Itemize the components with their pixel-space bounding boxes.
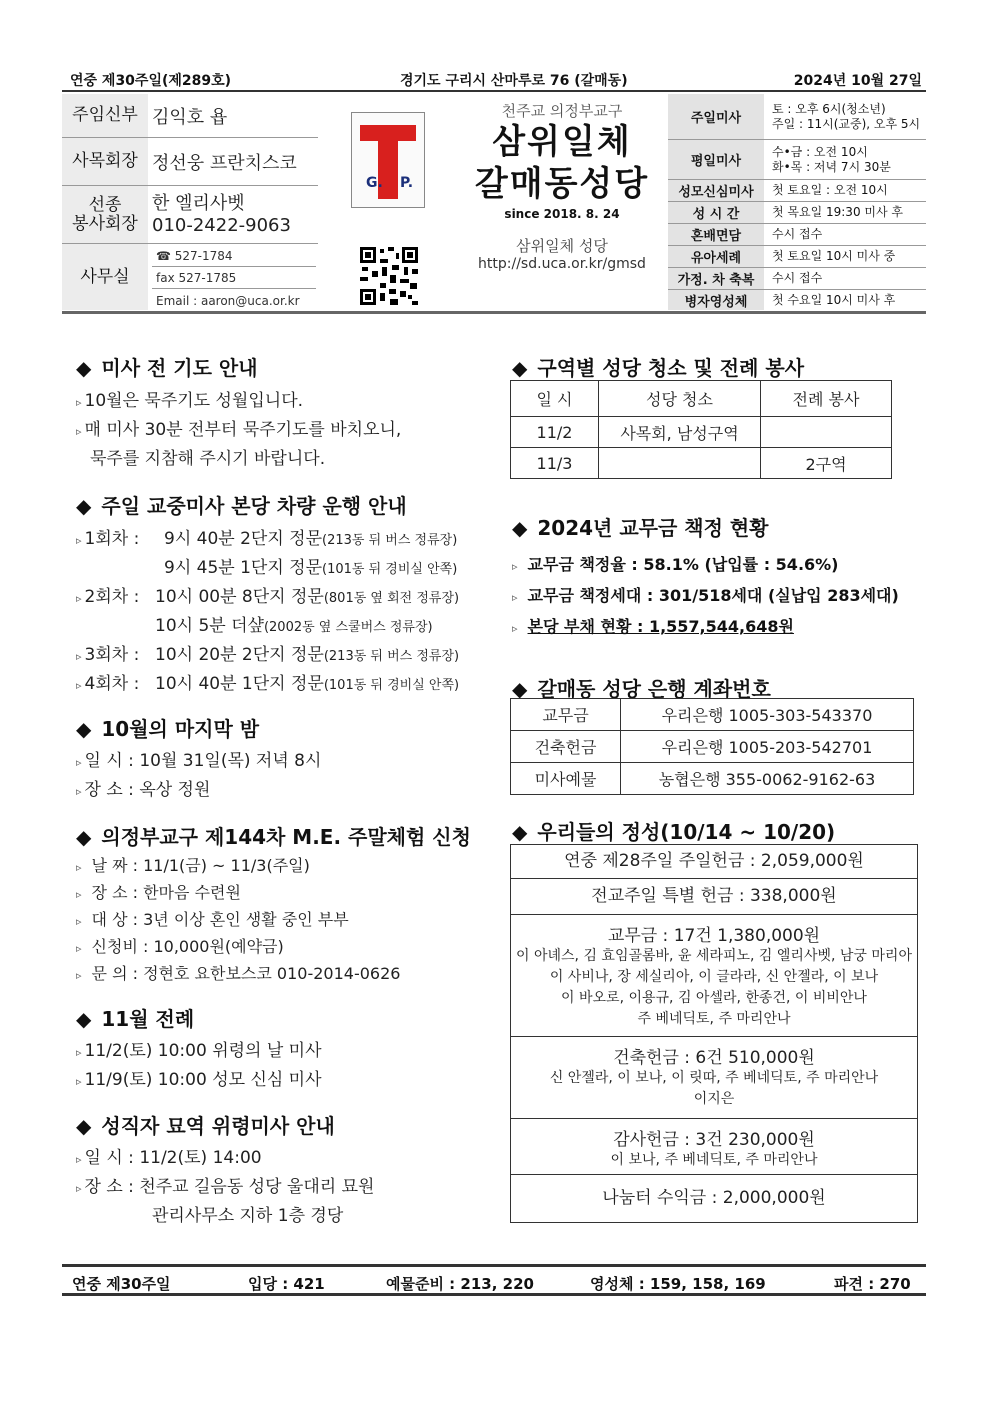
- shuttle-row: 10시 20분 2단지 정문(213동 뒤 버스 정류장): [155, 645, 460, 665]
- table-row: 11/3 2구역: [511, 448, 892, 479]
- offering-dues: 교무금 : 17건 1,380,000원 이 아녜스, 김 효임골롬바, 윤 세라피노, 김 엘리사벳, 남궁 마리아 이 사비나, 장 세실리아, 이 글라라, 신 안젤라, 이 보나 이 바오로, 이용규, 김 아셀라, 한종건, 이 비비안나 주 베네딕토, 주 마리안나: [511, 915, 917, 1037]
- offering-box: [510, 844, 918, 1223]
- list-item: ▹ 11/9(토) 10:00 성모 신심 미사: [76, 1070, 322, 1090]
- list-item: ▹ 매 미사 30분 전부터 묵주기도를 바치오니,: [76, 420, 402, 440]
- offering-thanks: 감사헌금 : 3건 230,000원 이 보나, 주 베네딕토, 주 마리안나: [511, 1119, 917, 1175]
- schedule-row: 가정. 차 축복 수시 접수: [668, 268, 926, 290]
- masthead: [62, 94, 926, 314]
- list-item: ▹ 날 짜 : 11/1(금) ~ 11/3(주일): [76, 856, 310, 875]
- section-title-bank: ◆ 갈매동 성당 은행 계좌번호: [512, 677, 771, 701]
- mission-phone: 010-2422-9063: [152, 214, 291, 236]
- cleaning-table: [510, 380, 892, 479]
- office-tel: ☎ 527-1784: [152, 246, 316, 267]
- section-title-shuttle: ◆ 주일 교중미사 본당 차량 운행 안내: [76, 494, 407, 518]
- list-item: ▹ 장 소 : 한마음 수련원: [76, 883, 241, 902]
- offering-sharing: 나눔터 수익금 : 2,000,000원: [511, 1175, 917, 1223]
- schedule-label: 병자영성체: [668, 290, 764, 310]
- church-address: 경기도 구리시 산마루로 76 (갈매동): [400, 73, 628, 89]
- office-email: Email : aaron@uca.or.kr: [156, 293, 300, 308]
- footer-mass-parts: [62, 1264, 926, 1296]
- shuttle-row: ▹ 3회차 :: [76, 645, 140, 665]
- shuttle-row: 9시 40분 2단지 정문(213동 뒤 버스 정류장): [164, 529, 458, 549]
- list-item: 관리사무소 지하 1층 경당: [152, 1206, 344, 1226]
- schedule-row: 평일미사 수•금 : 오전 10시 화•목 : 저녁 7시 30분: [668, 140, 926, 180]
- pastor-row: [62, 94, 318, 138]
- shuttle-row: ▹ 4회차 :: [76, 674, 140, 694]
- pastor-value: 김익호 욥: [152, 106, 228, 128]
- shuttle-row: 10시 40분 1단지 정문(101동 뒤 경비실 안쪽): [155, 674, 460, 694]
- schedule-label: 가정. 차 축복: [668, 268, 764, 289]
- schedule-label: 혼배면담: [668, 224, 764, 245]
- budget-item: ▹ 교무금 책정율 : 58.1% (납입률 : 54.6%): [512, 555, 839, 574]
- schedule-row: 성모신심미사 첫 토요일 : 오전 10시: [668, 180, 926, 202]
- parish-name-line1: 삼위일체: [492, 122, 632, 162]
- section-title-me: ◆ 의정부교구 제144차 M.E. 주말체험 신청: [76, 825, 471, 849]
- shuttle-row: 9시 45분 1단지 정문(101동 뒤 경비실 안쪽): [164, 558, 458, 578]
- since-date: since 2018. 8. 24: [504, 207, 620, 221]
- schedule-label: 유아세례: [668, 246, 764, 267]
- budget-item: ▹ 본당 부채 현황 : 1,557,544,648원: [512, 617, 794, 636]
- table-row: 11/2 사목회, 남성구역: [511, 417, 892, 448]
- diocese-name: 천주교 의정부교구: [501, 102, 623, 120]
- footer-entry: 입당 : 421: [248, 1275, 325, 1293]
- footer-communion: 영성체 : 159, 158, 169: [590, 1275, 766, 1293]
- budget-item: ▹ 교무금 책정세대 : 301/518세대 (실납입 283세대): [512, 586, 899, 605]
- parish-title-block: [452, 94, 672, 272]
- table-row: 건축헌금 우리은행 1005-203-542701: [511, 731, 914, 763]
- section-title-last-night: ◆ 10월의 마지막 밤: [76, 717, 260, 741]
- site-name: 삼위일체 성당: [516, 237, 608, 255]
- table-row: 일 시 성당 청소 전례 봉사: [511, 381, 892, 417]
- list-item: ▹ 10월은 묵주기도 성월입니다.: [76, 391, 304, 411]
- schedule-row: 유아세례 첫 토요일 10시 미사 중: [668, 246, 926, 268]
- table-row: 미사예물 농협은행 355-0062-9162-63: [511, 763, 914, 795]
- offering-sunday: 연중 제28주일 주일헌금 : 2,059,000원: [511, 845, 917, 879]
- list-item: ▹ 신청비 : 10,000원(예약금): [76, 937, 284, 956]
- schedule-row: 병자영성체 첫 수요일 10시 미사 후: [668, 290, 926, 310]
- offering-mission: 전교주일 특별 헌금 : 338,000원: [511, 879, 917, 915]
- list-item: ▹ 일 시 : 11/2(토) 14:00: [76, 1148, 262, 1168]
- issue-week: 연중 제30주일(제289호): [70, 73, 232, 89]
- footer-prep: 예물준비 : 213, 220: [386, 1275, 534, 1293]
- site-url[interactable]: http://sd.uca.or.kr/gmsd: [478, 256, 646, 272]
- shuttle-row: ▹ 1회차 :: [76, 529, 140, 549]
- issue-date: 2024년 10월 27일: [793, 73, 922, 89]
- list-item: ▹ 대 상 : 3년 이상 혼인 생활 중인 부부: [76, 910, 349, 929]
- footer-week: 연중 제30주일: [72, 1275, 171, 1293]
- schedule-row: 성 시 간 첫 목요일 19:30 미사 후: [668, 202, 926, 224]
- offering-building: 건축헌금 : 6건 510,000원 신 안젤라, 이 보나, 이 릿따, 주 베네딕토, 주 마리안나 이지은: [511, 1037, 917, 1119]
- section-title-prayer: ◆ 미사 전 기도 안내: [76, 356, 258, 380]
- bank-table: [510, 698, 914, 795]
- pastor-label: 주임신부: [62, 94, 148, 137]
- list-item: ▹ 문 의 : 정현호 요한보스코 010-2014-0626: [76, 964, 401, 983]
- council-row: [62, 138, 318, 186]
- mission-name: 한 엘리사벳: [152, 192, 245, 214]
- schedule-label: 주일미사: [668, 94, 764, 139]
- shuttle-row: ▹ 2회차 :: [76, 587, 140, 607]
- schedule-row: 주일미사 토 : 오후 6시(청소년) 주일 : 11시(교중), 오후 5시: [668, 94, 926, 140]
- list-item: ▹ 일 시 : 10월 31일(목) 저녁 8시: [76, 751, 322, 771]
- issue-header-line: [62, 70, 926, 92]
- council-label: 사목회장: [62, 138, 148, 185]
- office-label: 사무실: [62, 244, 148, 310]
- council-value: 정선웅 프란치스코: [152, 152, 297, 174]
- shuttle-row: 10시 5분 더샾(2002동 옆 스쿨버스 정류장): [155, 616, 433, 636]
- qr-code[interactable]: [359, 246, 419, 306]
- parish-logo: [351, 112, 425, 208]
- mission-row: [62, 186, 318, 244]
- list-item: ▹ 11/2(토) 10:00 위령의 날 미사: [76, 1041, 322, 1061]
- schedule-row: 혼배면담 수시 접수: [668, 224, 926, 246]
- list-item: ▹ 장 소 : 옥상 정원: [76, 780, 211, 800]
- mission-label: 선종 봉사회장: [62, 186, 148, 243]
- schedule-label: 성모신심미사: [668, 180, 764, 201]
- section-title-cemetery: ◆ 성직자 묘역 위령미사 안내: [76, 1114, 335, 1138]
- table-row: 교무금 우리은행 1005-303-543370: [511, 699, 914, 731]
- section-title-offering: ◆ 우리들의 정성(10/14 ~ 10/20): [512, 820, 836, 844]
- office-fax: fax 527-1785: [152, 268, 316, 289]
- list-item: 묵주를 지참해 주시기 바랍니다.: [90, 449, 326, 469]
- schedule-label: 성 시 간: [668, 202, 764, 223]
- shuttle-row: 10시 00분 8단지 정문(801동 옆 회전 정류장): [155, 587, 460, 607]
- logo-letter-p: P.: [400, 175, 414, 191]
- schedule-label: 평일미사: [668, 140, 764, 179]
- mass-schedule: [668, 94, 926, 310]
- staff-info: [62, 94, 318, 310]
- section-title-budget: ◆ 2024년 교무금 책정 현황: [512, 516, 769, 540]
- section-title-cleaning: ◆ 구역별 성당 청소 및 전례 봉사: [512, 356, 805, 380]
- list-item: ▹ 장 소 : 천주교 길음동 성당 울대리 묘원: [76, 1177, 375, 1197]
- parish-name-line2: 갈매동성당: [474, 164, 650, 204]
- footer-dismissal: 파견 : 270: [834, 1275, 911, 1293]
- section-title-liturgy: ◆ 11월 전례: [76, 1007, 195, 1031]
- logo-letter-g: G.: [366, 175, 383, 191]
